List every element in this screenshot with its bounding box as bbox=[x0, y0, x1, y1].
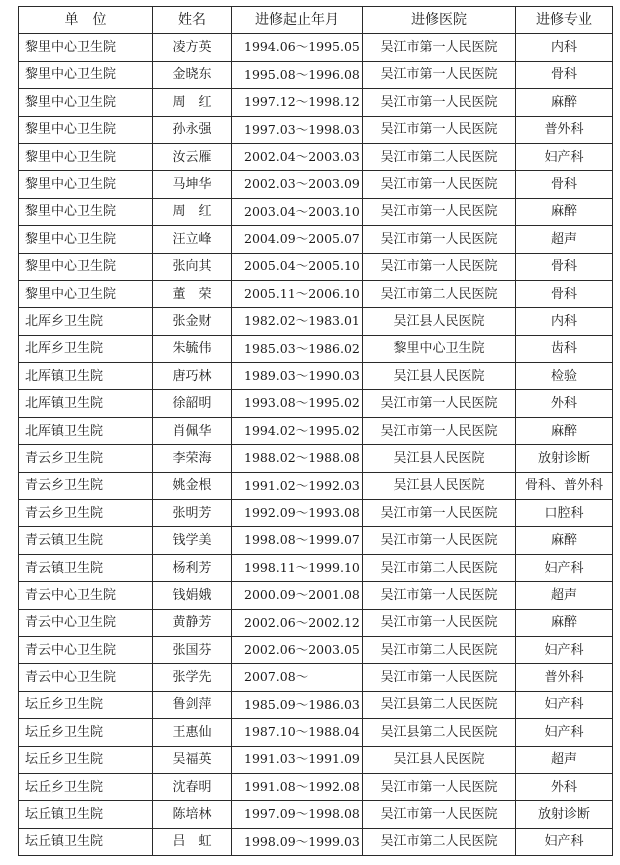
cell-specialty: 超声 bbox=[516, 226, 613, 253]
cell-period: 1987.10～1988.04 bbox=[232, 719, 363, 746]
cell-unit: 青云中心卫生院 bbox=[19, 664, 153, 691]
table-row bbox=[19, 445, 613, 472]
cell-period: 1995.08～1996.08 bbox=[232, 61, 363, 88]
cell-specialty: 妇产科 bbox=[516, 691, 613, 718]
cell-specialty: 骨科 bbox=[516, 171, 613, 198]
cell-period: 1994.02～1995.02 bbox=[232, 417, 363, 444]
cell-specialty: 口腔科 bbox=[516, 500, 613, 527]
cell-unit: 北厍乡卫生院 bbox=[19, 335, 153, 362]
cell-specialty: 内科 bbox=[516, 34, 613, 61]
cell-period: 1993.08～1995.02 bbox=[232, 390, 363, 417]
cell-hospital: 吴江市第一人民医院 bbox=[363, 801, 516, 828]
cell-hospital: 吴江县人民医院 bbox=[363, 746, 516, 773]
cell-name: 钱学美 bbox=[153, 527, 232, 554]
cell-unit: 北厍镇卫生院 bbox=[19, 417, 153, 444]
table-row bbox=[19, 34, 613, 61]
cell-period: 2003.04～2003.10 bbox=[232, 198, 363, 225]
table-row bbox=[19, 719, 613, 746]
cell-unit: 北厍乡卫生院 bbox=[19, 308, 153, 335]
training-records-table bbox=[18, 6, 613, 856]
cell-period: 1992.09～1993.08 bbox=[232, 500, 363, 527]
cell-name: 张明芳 bbox=[153, 500, 232, 527]
table-row bbox=[19, 554, 613, 581]
cell-period: 2002.04～2003.03 bbox=[232, 143, 363, 170]
cell-period: 1982.02～1983.01 bbox=[232, 308, 363, 335]
cell-hospital: 吴江市第一人民医院 bbox=[363, 773, 516, 800]
cell-hospital: 吴江市第一人民医院 bbox=[363, 527, 516, 554]
cell-unit: 青云中心卫生院 bbox=[19, 609, 153, 636]
cell-hospital: 吴江市第一人民医院 bbox=[363, 61, 516, 88]
table-row bbox=[19, 390, 613, 417]
cell-specialty: 妇产科 bbox=[516, 143, 613, 170]
cell-period: 1991.08～1992.08 bbox=[232, 773, 363, 800]
cell-unit: 北厍镇卫生院 bbox=[19, 390, 153, 417]
table-row bbox=[19, 636, 613, 663]
cell-name: 汝云雁 bbox=[153, 143, 232, 170]
header-hospital: 进修医院 bbox=[363, 7, 516, 34]
cell-period: 1998.11～1999.10 bbox=[232, 554, 363, 581]
cell-specialty: 妇产科 bbox=[516, 828, 613, 855]
table-row bbox=[19, 308, 613, 335]
cell-name: 周 红 bbox=[153, 198, 232, 225]
cell-specialty: 普外科 bbox=[516, 116, 613, 143]
cell-specialty: 骨科 bbox=[516, 253, 613, 280]
cell-hospital: 吴江市第一人民医院 bbox=[363, 664, 516, 691]
cell-name: 金晓东 bbox=[153, 61, 232, 88]
cell-name: 凌方英 bbox=[153, 34, 232, 61]
cell-specialty: 超声 bbox=[516, 746, 613, 773]
cell-period: 1988.02～1988.08 bbox=[232, 445, 363, 472]
cell-hospital: 吴江市第一人民医院 bbox=[363, 500, 516, 527]
cell-name: 陈培林 bbox=[153, 801, 232, 828]
table-row bbox=[19, 773, 613, 800]
cell-specialty: 齿科 bbox=[516, 335, 613, 362]
table-row bbox=[19, 664, 613, 691]
table-row bbox=[19, 253, 613, 280]
cell-name: 杨利芳 bbox=[153, 554, 232, 581]
cell-name: 汪立峰 bbox=[153, 226, 232, 253]
table-row bbox=[19, 198, 613, 225]
cell-period: 1991.03～1991.09 bbox=[232, 746, 363, 773]
cell-hospital: 吴江县人民医院 bbox=[363, 445, 516, 472]
cell-unit: 黎里中心卫生院 bbox=[19, 280, 153, 307]
cell-name: 唐巧林 bbox=[153, 363, 232, 390]
cell-period: 2002.03～2003.09 bbox=[232, 171, 363, 198]
cell-unit: 青云乡卫生院 bbox=[19, 500, 153, 527]
table-row bbox=[19, 280, 613, 307]
cell-period: 2002.06～2002.12 bbox=[232, 609, 363, 636]
table-row bbox=[19, 116, 613, 143]
cell-unit: 黎里中心卫生院 bbox=[19, 34, 153, 61]
cell-specialty: 放射诊断 bbox=[516, 445, 613, 472]
cell-specialty: 麻醉 bbox=[516, 417, 613, 444]
cell-specialty: 检验 bbox=[516, 363, 613, 390]
cell-name: 朱毓伟 bbox=[153, 335, 232, 362]
cell-hospital: 吴江市第一人民医院 bbox=[363, 390, 516, 417]
cell-specialty: 超声 bbox=[516, 582, 613, 609]
cell-specialty: 骨科 bbox=[516, 280, 613, 307]
cell-hospital: 吴江市第二人民医院 bbox=[363, 554, 516, 581]
cell-specialty: 骨科 bbox=[516, 61, 613, 88]
cell-unit: 黎里中心卫生院 bbox=[19, 61, 153, 88]
cell-hospital: 吴江市第二人民医院 bbox=[363, 636, 516, 663]
cell-specialty: 麻醉 bbox=[516, 89, 613, 116]
cell-hospital: 吴江市第一人民医院 bbox=[363, 198, 516, 225]
cell-period: 1985.03～1986.02 bbox=[232, 335, 363, 362]
cell-unit: 青云中心卫生院 bbox=[19, 582, 153, 609]
header-name: 姓名 bbox=[153, 7, 232, 34]
cell-period: 2002.06～2003.05 bbox=[232, 636, 363, 663]
cell-unit: 黎里中心卫生院 bbox=[19, 226, 153, 253]
cell-name: 李荣海 bbox=[153, 445, 232, 472]
cell-period: 1998.09～1999.03 bbox=[232, 828, 363, 855]
table-row bbox=[19, 828, 613, 855]
cell-period: 1997.09～1998.08 bbox=[232, 801, 363, 828]
cell-hospital: 吴江县人民医院 bbox=[363, 308, 516, 335]
cell-unit: 青云镇卫生院 bbox=[19, 527, 153, 554]
cell-period: 2000.09～2001.08 bbox=[232, 582, 363, 609]
table-row bbox=[19, 417, 613, 444]
table-row bbox=[19, 143, 613, 170]
cell-unit: 黎里中心卫生院 bbox=[19, 253, 153, 280]
cell-specialty: 麻醉 bbox=[516, 609, 613, 636]
cell-unit: 青云乡卫生院 bbox=[19, 472, 153, 499]
header-specialty: 进修专业 bbox=[516, 7, 613, 34]
header-period: 进修起止年月 bbox=[232, 7, 363, 34]
cell-name: 董 荣 bbox=[153, 280, 232, 307]
cell-name: 张向其 bbox=[153, 253, 232, 280]
header-unit: 单 位 bbox=[19, 7, 153, 34]
cell-period: 1994.06～1995.05 bbox=[232, 34, 363, 61]
cell-unit: 坛丘镇卫生院 bbox=[19, 828, 153, 855]
cell-name: 黄静芳 bbox=[153, 609, 232, 636]
table-row bbox=[19, 472, 613, 499]
cell-unit: 青云镇卫生院 bbox=[19, 554, 153, 581]
cell-unit: 坛丘乡卫生院 bbox=[19, 746, 153, 773]
cell-hospital: 吴江市第二人民医院 bbox=[363, 280, 516, 307]
cell-hospital: 吴江市第一人民医院 bbox=[363, 582, 516, 609]
cell-hospital: 吴江县第二人民医院 bbox=[363, 719, 516, 746]
cell-name: 周 红 bbox=[153, 89, 232, 116]
cell-name: 沈春明 bbox=[153, 773, 232, 800]
cell-hospital: 吴江市第一人民医院 bbox=[363, 417, 516, 444]
table-row bbox=[19, 363, 613, 390]
cell-hospital: 吴江县人民医院 bbox=[363, 472, 516, 499]
cell-hospital: 吴江市第一人民医院 bbox=[363, 226, 516, 253]
cell-specialty: 麻醉 bbox=[516, 198, 613, 225]
cell-unit: 坛丘乡卫生院 bbox=[19, 773, 153, 800]
cell-name: 张金财 bbox=[153, 308, 232, 335]
cell-period: 2007.08～ bbox=[232, 664, 363, 691]
cell-name: 钱娟娥 bbox=[153, 582, 232, 609]
cell-name: 鲁剑萍 bbox=[153, 691, 232, 718]
cell-period: 2005.11～2006.10 bbox=[232, 280, 363, 307]
cell-hospital: 吴江市第一人民医院 bbox=[363, 171, 516, 198]
table-row bbox=[19, 746, 613, 773]
table-row bbox=[19, 89, 613, 116]
cell-specialty: 外科 bbox=[516, 773, 613, 800]
table-row bbox=[19, 500, 613, 527]
cell-specialty: 普外科 bbox=[516, 664, 613, 691]
cell-specialty: 内科 bbox=[516, 308, 613, 335]
cell-hospital: 吴江市第一人民医院 bbox=[363, 116, 516, 143]
cell-hospital: 吴江县第二人民医院 bbox=[363, 691, 516, 718]
table-row bbox=[19, 582, 613, 609]
cell-period: 1998.08～1999.07 bbox=[232, 527, 363, 554]
cell-hospital: 吴江市第二人民医院 bbox=[363, 143, 516, 170]
cell-name: 孙永强 bbox=[153, 116, 232, 143]
cell-unit: 黎里中心卫生院 bbox=[19, 116, 153, 143]
table-row bbox=[19, 801, 613, 828]
cell-period: 2005.04～2005.10 bbox=[232, 253, 363, 280]
cell-hospital: 吴江县人民医院 bbox=[363, 363, 516, 390]
cell-period: 1997.03～1998.03 bbox=[232, 116, 363, 143]
cell-hospital: 黎里中心卫生院 bbox=[363, 335, 516, 362]
cell-period: 2004.09～2005.07 bbox=[232, 226, 363, 253]
cell-period: 1989.03～1990.03 bbox=[232, 363, 363, 390]
cell-name: 张国芬 bbox=[153, 636, 232, 663]
cell-unit: 黎里中心卫生院 bbox=[19, 89, 153, 116]
cell-specialty: 妇产科 bbox=[516, 719, 613, 746]
header-row bbox=[19, 7, 613, 34]
cell-hospital: 吴江市第一人民医院 bbox=[363, 34, 516, 61]
cell-specialty: 骨科、普外科 bbox=[516, 472, 613, 499]
cell-specialty: 妇产科 bbox=[516, 554, 613, 581]
cell-unit: 坛丘乡卫生院 bbox=[19, 691, 153, 718]
cell-hospital: 吴江市第一人民医院 bbox=[363, 253, 516, 280]
table-row bbox=[19, 527, 613, 554]
cell-hospital: 吴江市第一人民医院 bbox=[363, 89, 516, 116]
cell-period: 1985.09～1986.03 bbox=[232, 691, 363, 718]
cell-hospital: 吴江市第一人民医院 bbox=[363, 609, 516, 636]
cell-unit: 青云中心卫生院 bbox=[19, 636, 153, 663]
cell-specialty: 妇产科 bbox=[516, 636, 613, 663]
table-row bbox=[19, 335, 613, 362]
table-row bbox=[19, 609, 613, 636]
cell-hospital: 吴江市第二人民医院 bbox=[363, 828, 516, 855]
table-row bbox=[19, 171, 613, 198]
cell-unit: 坛丘镇卫生院 bbox=[19, 801, 153, 828]
document-page bbox=[18, 6, 612, 858]
cell-unit: 黎里中心卫生院 bbox=[19, 143, 153, 170]
cell-name: 马坤华 bbox=[153, 171, 232, 198]
cell-period: 1991.02～1992.03 bbox=[232, 472, 363, 499]
cell-specialty: 麻醉 bbox=[516, 527, 613, 554]
table-row bbox=[19, 691, 613, 718]
cell-unit: 坛丘乡卫生院 bbox=[19, 719, 153, 746]
table-header bbox=[19, 7, 613, 34]
cell-unit: 青云乡卫生院 bbox=[19, 445, 153, 472]
cell-specialty: 外科 bbox=[516, 390, 613, 417]
cell-name: 吴福英 bbox=[153, 746, 232, 773]
cell-name: 徐韶明 bbox=[153, 390, 232, 417]
cell-unit: 黎里中心卫生院 bbox=[19, 171, 153, 198]
cell-name: 姚金根 bbox=[153, 472, 232, 499]
table-row bbox=[19, 61, 613, 88]
cell-name: 吕 虹 bbox=[153, 828, 232, 855]
cell-specialty: 放射诊断 bbox=[516, 801, 613, 828]
cell-unit: 北厍镇卫生院 bbox=[19, 363, 153, 390]
cell-name: 肖佩华 bbox=[153, 417, 232, 444]
table-row bbox=[19, 226, 613, 253]
cell-period: 1997.12～1998.12 bbox=[232, 89, 363, 116]
cell-name: 张学先 bbox=[153, 664, 232, 691]
table-body bbox=[19, 34, 613, 856]
cell-unit: 黎里中心卫生院 bbox=[19, 198, 153, 225]
cell-name: 王惠仙 bbox=[153, 719, 232, 746]
